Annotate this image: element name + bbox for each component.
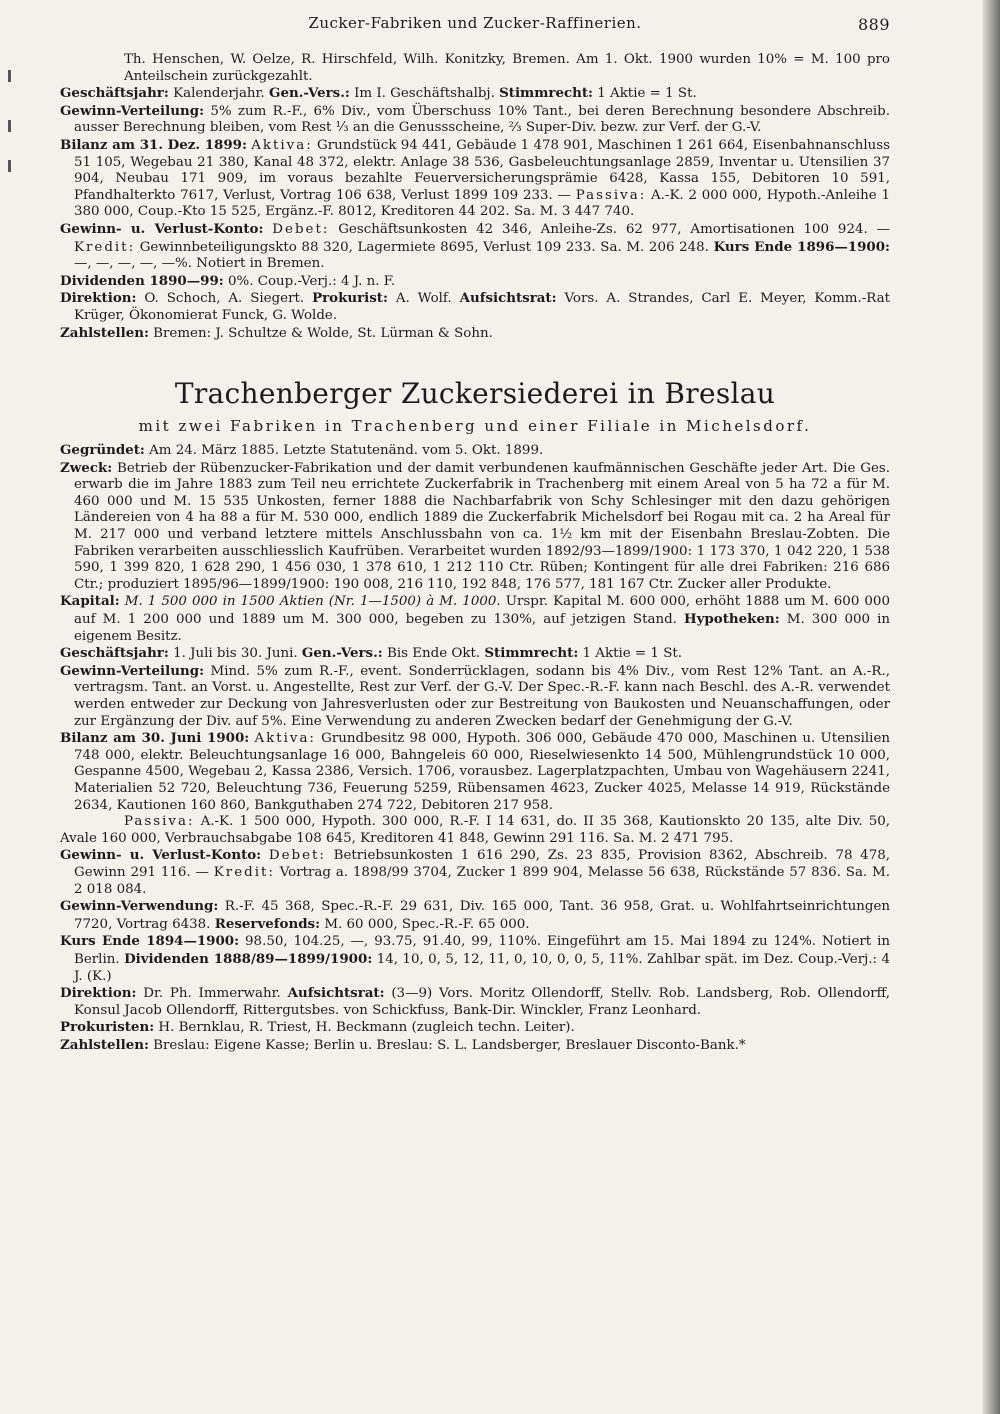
owners-paragraph: Th. Henschen, W. Oelze, R. Hirschfeld, Wilh. Konitzky, Bremen. Am 1. Okt. 1900 wurden 10% = M. 100 pro Anteilschein zurückgezahlt.: [124, 52, 890, 84]
kurs: Kurs Ende 1894—1900: 98.50, 104.25, —, 93.75, 91.40, 99, 110%. Eingeführt am 15. Mai 1894 zu 124%. Notiert in Berlin. Dividenden 1888/89—1899/1900: 14, 10, 0, 5, 12, 11, 0, 10, 0, 0, 5, 11%. Zahlbar spät. im Dez. Coup.-Verj.: 4 J. (K.): [60, 933, 891, 984]
page-edge-shadow: [982, 0, 1000, 1414]
kapital: Kapital: M. 1 500 000 in 1500 Aktien (Nr. 1—1500) à M. 1000. Urspr. Kapital M. 600 000, erhöht 1888 um M. 600 000 auf M. 1 200 000 und 1889 um M. 300 000, begeben zu 130%, auf jetzigen Stand. Hypotheken: M. 300 000 in eigenem Besitz.: [60, 593, 890, 644]
margin-mark: [8, 160, 11, 172]
prev-gewinnverteilung: Gewinn-Verteilung: 5% zum R.-F., 6% Div., vom Überschuss 10% Tant., bei deren Berechnung besondere Abschreib. ausser Berechnung bleiben, vom Rest ⅓ an die Genussscheine, ⅔ Super-Div. bezw. zur Verf. der G.-V.: [60, 102, 890, 136]
running-header: [60, 12, 890, 52]
previous-entry: [60, 52, 890, 342]
prev-guv: Gewinn- u. Verlust-Konto: Debet: Geschäftsunkosten 42 346, Anleihe-Zs. 62 977, Amortisationen 100 924. — Kredit: Gewinnbeteiligungskto 88 320, Lagermiete 8695, Verlust 109 233. Sa. M. 206 248. Kurs Ende 1896—1900: —, —, —, —, —%. Notiert in Bremen.: [60, 220, 890, 272]
guv: Gewinn- u. Verlust-Konto: Debet: Betriebsunkosten 1 616 290, Zs. 23 835, Provision 8362, Abschreib. 78 478, Gewinn 291 116. — Kredit: Vortrag a. 1898/99 3704, Zucker 1 899 904, Melasse 56 638, Rückstände 57 836. Sa. M. 2 018 084.: [60, 847, 891, 897]
prev-zahlstellen: Zahlstellen: Bremen: J. Schultze & Wolde, St. Lürman & Sohn.: [60, 324, 493, 341]
bilanz-aktiva: Bilanz am 30. Juni 1900: Aktiva: Grundbesitz 98 000, Hypoth. 306 000, Gebäude 470 000, Maschinen u. Utensilien 748 000, elektr. Beleuchtungsanlage 16 000, Bahngeleis 60 000, Rieselwiesenkto 14 500, Mühlengrundstück 10 000, Gespanne 4500, Wegebau 2, Kassa 2386, Versich. 1706, vorausbez. Lagerplatzpachten, Umbau von Wagehäusern 2241, Materialien 52 720, Beleuchtung 736, Feuerung 5259, Rübensamen 4623, Zucker 4025, Melasse 14 919, Rückstände 2634, Kautionen 160 860, Bankguthaben 274 722, Debitoren 217 958.: [60, 730, 891, 813]
company-title: Trachenberger Zuckersiederei in Breslau: [174, 377, 776, 411]
prev-dividenden: Dividenden 1890—99: 0%. Coup.-Verj.: 4 J. n. F.: [60, 272, 396, 289]
zweck: Zweck: Betrieb der Rübenzucker-Fabrikation und der damit verbundenen kaufmännischen Geschäfte jeder Art. Die Ges. erwarb die im Jahre 1883 zum Teil neu errichtete Zuckerfabrik in Trachenberg mit einem Areal von 5 ha 72 a für M. 460 000 und M. 15 535 Unkosten, ferner 1888 die Nachbarfabrik von Schy Schlesinger mit den dazu gehörigen Ländereien von 4 ha 88 a für M. 530 000, endlich 1889 die Zuckerfabrik Michelsdorf bei Rogau mit ca. 2 ha Areal für M. 217 000 und verband letztere mittels Anschlussbahn von ca. 1½ km mit der Eisenbahn Breslau-Zobten. Die Fabriken verarbeiten ausschliesslich Kaufrüben. Verarbeitet wurden 1892/93—1899/1900: 1 173 370, 1 042 220, 1 538 590, 1 399 820, 1 628 290, 1 456 030, 1 378 610, 1 212 110 Ctr. Rüben; Kontingent für alle drei Fabriken: 216 686 Ctr.; produziert 1895/96—1899/1900: 190 008, 216 110, 192 848, 176 577, 181 167 Ctr. Zucker aller Produkte.: [60, 459, 890, 592]
prev-geschaeftsjahr: Geschäftsjahr: Kalenderjahr. Gen.-Vers.: Im I. Geschäftshalbj. Stimmrecht: 1 Aktie = 1 St.: [60, 85, 697, 102]
prev-direktion: Direktion: O. Schoch, A. Siegert. Prokurist: A. Wolf. Aufsichtsrat: Vors. A. Strandes, Carl E. Meyer, Komm.-Rat Krüger, Ökonomierat Funck, G. Wolde.: [60, 290, 890, 323]
geschaeftsjahr: Geschäftsjahr: 1. Juli bis 30. Juni. Gen.-Vers.: Bis Ende Okt. Stimmrecht: 1 Aktie = 1 St.: [60, 645, 682, 662]
gegruendet: Gegründet: Am 24. März 1885. Letzte Statutenänd. vom 5. Okt. 1899.: [60, 442, 544, 459]
company-subtitle: mit zwei Fabriken in Trachenberg und einer Filiale in Michelsdorf.: [138, 417, 812, 436]
company-entry: [60, 442, 890, 1054]
bilanz-passiva: Passiva: A.-K. 1 500 000, Hypoth. 300 000, R.-F. I 14 631, do. II 35 368, Kautionskto 20 135, alte Div. 50, Avale 160 000, Verbrauchsabgabe 108 645, Kreditoren 41 848, Gewinn 291 116. Sa. M. 2 471 795.: [60, 814, 890, 846]
page-number: 889: [857, 15, 890, 34]
gewinnverwendung: Gewinn-Verwendung: R.-F. 45 368, Spec.-R.-F. 29 631, Div. 165 000, Tant. 36 958, Grat. u. Wohlfahrtseinrichtungen 7720, Vortrag 6438. Reservefonds: M. 60 000, Spec.-R.-F. 65 000.: [60, 898, 890, 932]
prev-bilanz: Bilanz am 31. Dez. 1899: Aktiva: Grundstück 94 441, Gebäude 1 478 901, Maschinen 1 261 664, Eisenbahnanschluss 51 105, Wegebau 21 380, Kanal 48 372, elektr. Anlage 38 536, Gasbeleuchtungsanlage 2859, Inventar u. Utensilien 37 904, Neubau 171 909, im voraus bezahlte Feuerversicherungsprämie 6428, Kassa 155, Debitoren 10 591, Pfandhalterkto 7617, Verlust, Vortrag 106 638, Verlust 1899 109 233. — Passiva: A.-K. 2 000 000, Hypoth.-Anleihe 1 380 000, Coup.-Kto 15 525, Ergänz.-F. 8012, Kreditoren 44 202. Sa. M. 3 447 740.: [60, 136, 890, 220]
gewinnverteilung: Gewinn-Verteilung: Mind. 5% zum R.-F., event. Sonderrücklagen, sodann bis 4% Div., vom Rest 12% Tant. an A.-R., vertragsm. Tant. an Vorst. u. Angestellte, Rest zur Verf. der G.-V. Der Spec.-R.-F. kann nach Beschl. des A.-R. verwendet werden entweder zur Deckung von Jahresverlusten oder zur Bestreitung von Baukosten und Neuanschaffungen, oder zur Ergänzung der Div. auf 5%. Eine Verwendung zu anderen Zwecken bedarf der Genehmigung der G.-V.: [60, 662, 891, 729]
document-page: [60, 12, 890, 1054]
margin-mark: [8, 120, 11, 132]
margin-mark: [8, 70, 11, 82]
prokuristen: Prokuristen: H. Bernklau, R. Triest, H. Beckmann (zugleich techn. Leiter).: [60, 1019, 575, 1036]
running-title: Zucker-Fabriken und Zucker-Raffinerien.: [308, 14, 642, 32]
direktion: Direktion: Dr. Ph. Immerwahr. Aufsichtsrat: (3—9) Vors. Moritz Ollendorff, Stellv. Rob. Landsberg, Rob. Ollendorff, Konsul Jacob Ollendorff, Rittergutsbes. von Schickfuss, Bank-Dir. Winckler, Franz Leonhard.: [60, 985, 890, 1018]
zahlstellen: Zahlstellen: Breslau: Eigene Kasse; Berlin u. Breslau: S. L. Landsberger, Breslauer Disconto-Bank.*: [60, 1036, 746, 1053]
